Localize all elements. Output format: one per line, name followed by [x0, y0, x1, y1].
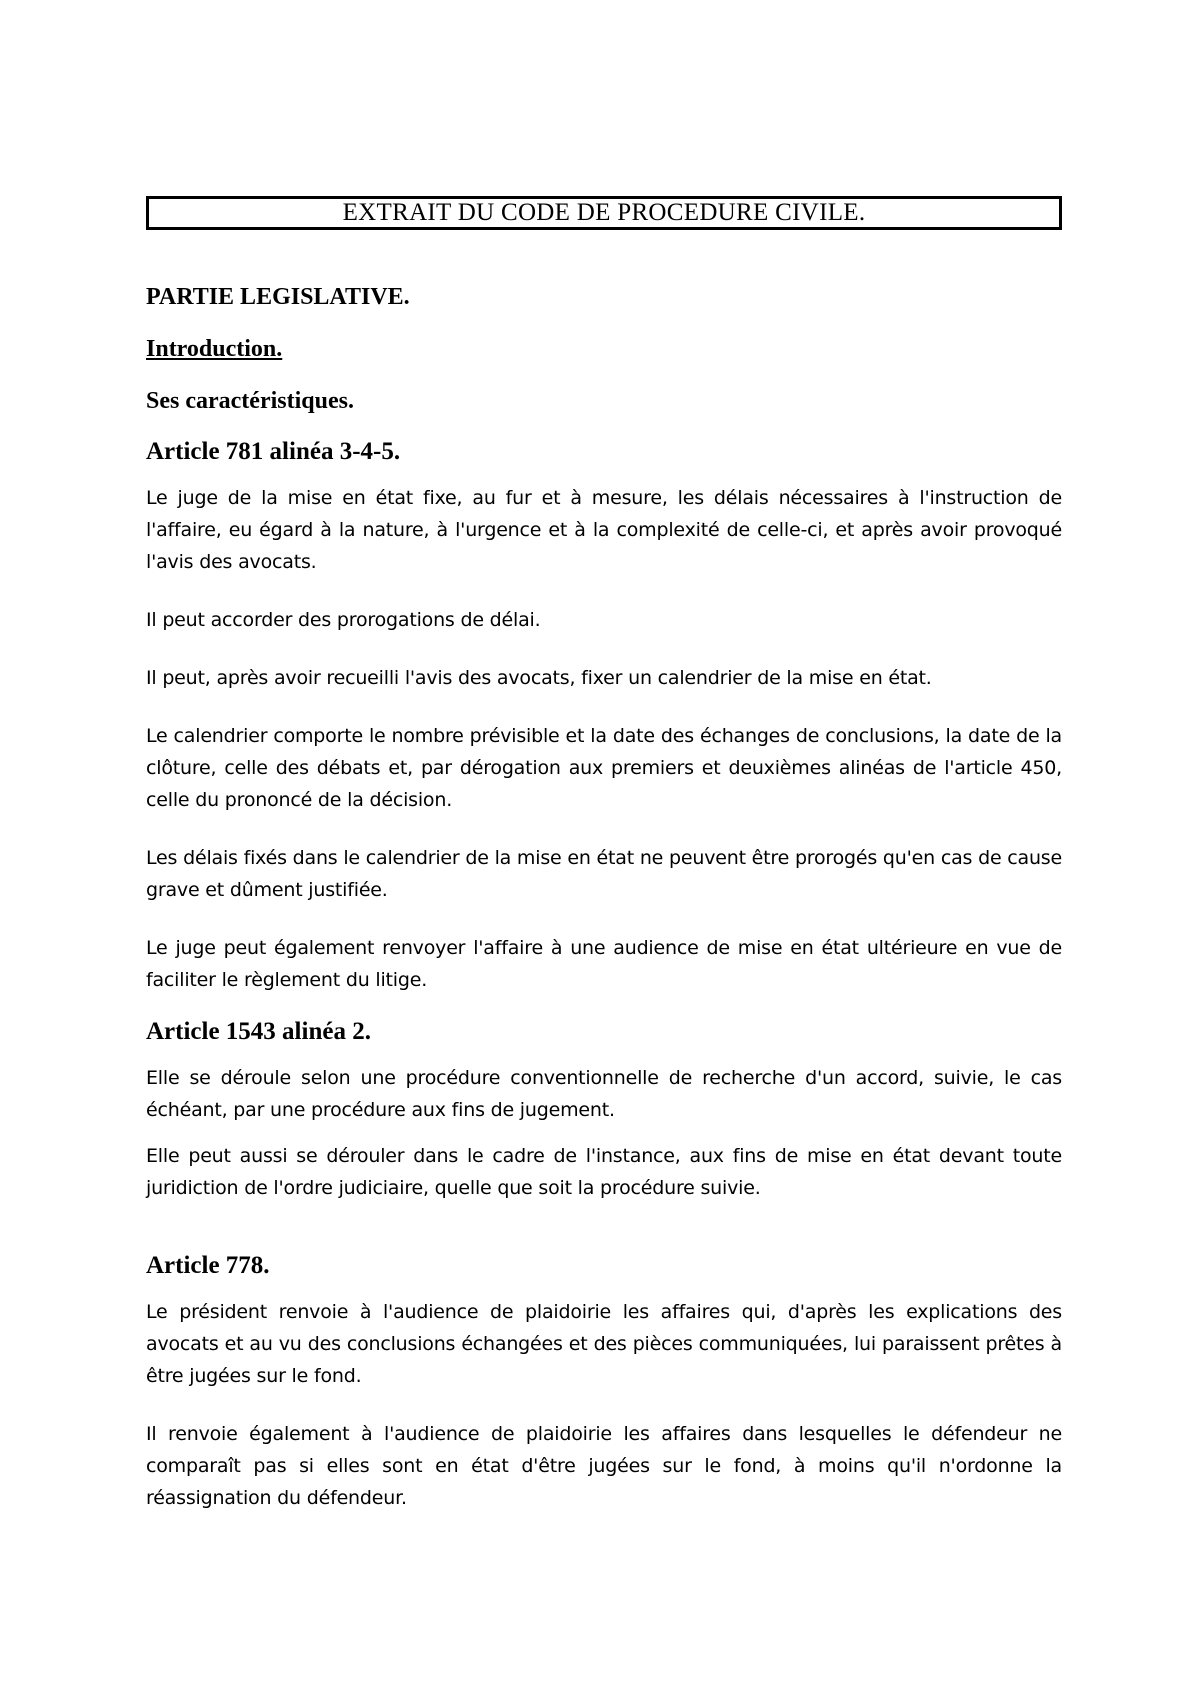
- article-781-paragraph: Les délais fixés dans le calendrier de la mise en état ne peuvent être prorogés qu'en cas de cause grave et dûment justifiée.: [146, 847, 1062, 901]
- document-page: [146, 196, 1062, 1514]
- article-778-heading: Article 778.: [146, 1252, 270, 1279]
- part-heading: PARTIE LEGISLATIVE.: [146, 284, 410, 310]
- article-778-paragraph: Le président renvoie à l'audience de plaidoirie les affaires qui, d'après les explications des avocats et au vu des conclusions échangées et des pièces communiquées, lui paraissent prêtes à être jugées sur le fond.: [146, 1301, 1062, 1387]
- characteristics-heading: Ses caractéristiques.: [146, 388, 354, 414]
- article-781-paragraph: Le calendrier comporte le nombre prévisible et la date des échanges de conclusions, la date de la clôture, celle des débats et, par dérogation aux premiers et deuxièmes alinéas de l'article 450, celle du prononcé de la décision.: [146, 725, 1062, 811]
- article-1543-paragraph: Elle peut aussi se dérouler dans le cadre de l'instance, aux fins de mise en état devant toute juridiction de l'ordre judiciaire, quelle que soit la procédure suivie.: [146, 1145, 1062, 1199]
- document-title: EXTRAIT DU CODE DE PROCEDURE CIVILE.: [146, 196, 1062, 230]
- article-1543-paragraph: Elle se déroule selon une procédure conventionnelle de recherche d'un accord, suivie, le cas échéant, par une procédure aux fins de jugement.: [146, 1067, 1062, 1121]
- article-781-paragraph: Il peut, après avoir recueilli l'avis des avocats, fixer un calendrier de la mise en état.: [146, 667, 932, 689]
- article-778-paragraph: Il renvoie également à l'audience de plaidoirie les affaires dans lesquelles le défendeur ne comparaît pas si elles sont en état d'être jugées sur le fond, à moins qu'il n'ordonne la réassignation du défendeur.: [146, 1423, 1062, 1509]
- intro-heading: Introduction.: [146, 336, 283, 362]
- article-781-paragraph: Le juge peut également renvoyer l'affaire à une audience de mise en état ultérieure en vue de faciliter le règlement du litige.: [146, 937, 1062, 991]
- article-781-heading: Article 781 alinéa 3-4-5.: [146, 438, 401, 465]
- article-781-paragraph: Il peut accorder des prorogations de délai.: [146, 609, 541, 631]
- article-781-paragraph: Le juge de la mise en état fixe, au fur et à mesure, les délais nécessaires à l'instruction de l'affaire, eu égard à la nature, à l'urgence et à la complexité de celle-ci, et après avoir provoqué l'avis des avocats.: [146, 487, 1062, 573]
- article-1543-heading: Article 1543 alinéa 2.: [146, 1018, 371, 1045]
